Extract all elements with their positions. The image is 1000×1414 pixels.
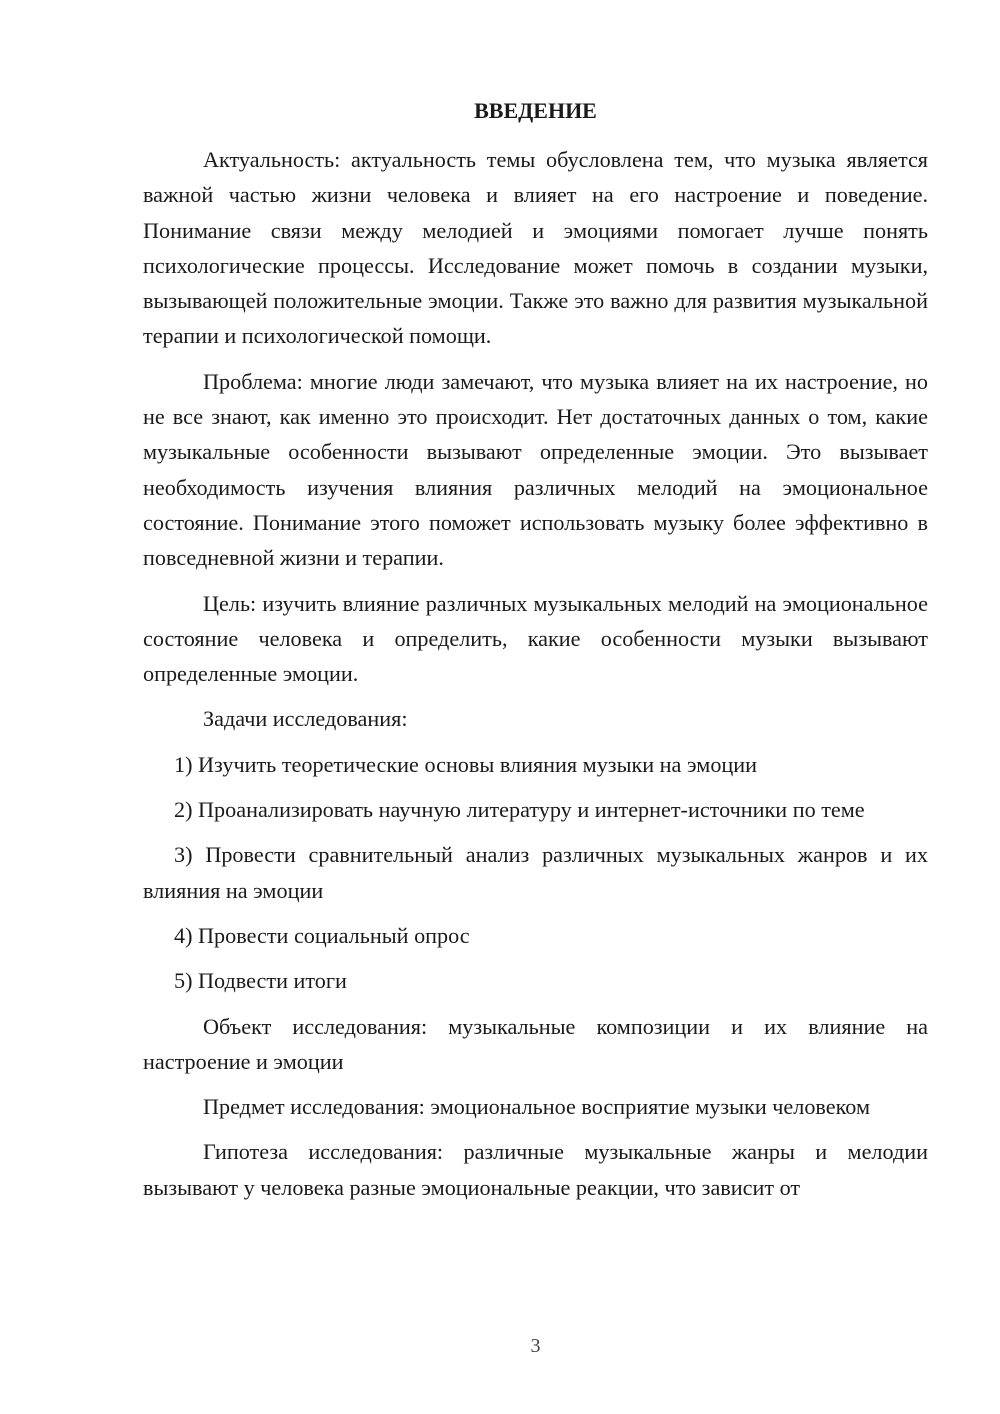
task-item: 3) Провести сравнительный анализ различных музыкальных жанров и их влияния на эмоции — [143, 842, 928, 903]
task-item: 5) Подвести итоги — [174, 968, 347, 994]
document-title: ВВЕДЕНИЕ — [474, 98, 597, 123]
task-item: 2) Проанализировать научную литературу и интернет-источники по теме — [174, 797, 865, 823]
document-body — [143, 142, 928, 1215]
task-item: 1) Изучить теоретические основы влияния музыки на эмоции — [174, 751, 758, 777]
paragraph-hypothesis: Гипотеза исследования: различные музыкальные жанры и мелодии вызывают у человека разные эмоциональные реакции, что зависит от — [143, 1139, 928, 1200]
task-item: 4) Провести социальный опрос — [174, 922, 470, 948]
paragraph-tasks-heading: Задачи исследования: — [203, 706, 408, 732]
paragraph-relevance: Актуальность: актуальность темы обусловлена тем, что музыка является важной частью жизни человека и влияет на его настроение и поведение. Понимание связи между мелодией и эмоциями помогает лучше понять психологические процессы. Исследование может помочь в создании музыки, вызывающей положительные эмоции. Также это важно для развития музыкальной терапии и психологической помощи. — [143, 147, 928, 349]
paragraph-subject: Предмет исследования: эмоциональное восприятие музыки человеком — [203, 1094, 870, 1120]
document-page — [143, 0, 928, 1414]
page-number: 3 — [530, 1335, 541, 1357]
paragraph-object: Объект исследования: музыкальные композиции и их влияние на настроение и эмоции — [143, 1013, 928, 1074]
paragraph-goal: Цель: изучить влияние различных музыкальных мелодий на эмоциональное состояние человека и определить, какие особенности музыки вызывают определенные эмоции. — [143, 590, 928, 687]
paragraph-problem: Проблема: многие люди замечают, что музыка влияет на их настроение, но не все знают, как именно это происходит. Нет достаточных данных о том, какие музыкальные особенности вызывают определенные эмоции. Это вызывает необходимость изучения влияния различных мелодий на эмоциональное состояние. Понимание этого поможет использовать музыку более эффективно в повседневной жизни и терапии. — [143, 368, 928, 571]
